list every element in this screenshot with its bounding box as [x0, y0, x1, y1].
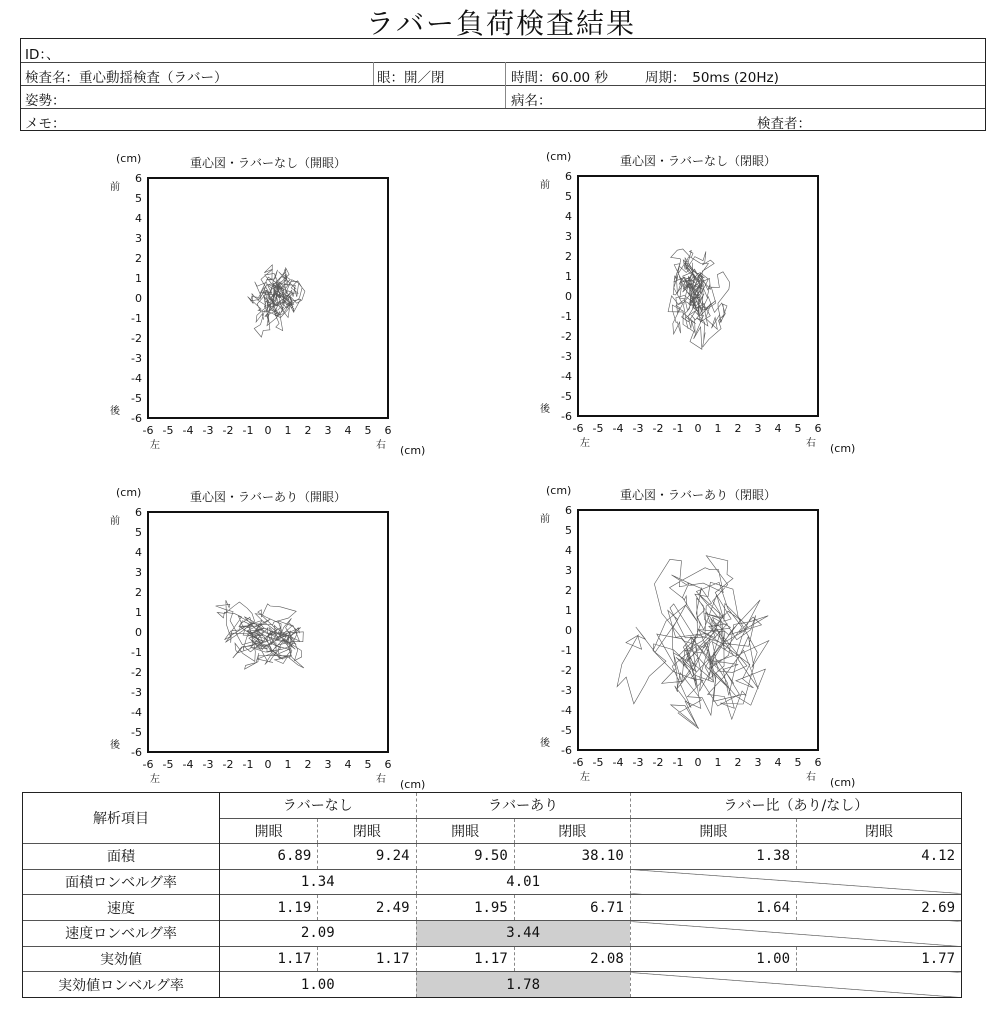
x-tick-label: -4	[182, 758, 194, 771]
y-unit-label: (cm)	[546, 484, 572, 497]
y-tick-label: -6	[131, 746, 142, 759]
x-tick-label: 4	[774, 756, 782, 769]
x-tick-label: -5	[162, 424, 174, 437]
y-tick-label: 5	[135, 526, 142, 539]
value-cell: 1.17	[318, 946, 416, 972]
x-tick-label: -2	[652, 422, 664, 435]
chart-eyes-open-no-rubber	[98, 148, 428, 460]
y-unit-label: (cm)	[546, 150, 572, 163]
memo-field: メモ：	[25, 116, 66, 132]
sub-header: 開眼	[220, 818, 318, 844]
row-label: 実効値ロンベルグ率	[23, 972, 220, 997]
time-field: 時間：60.00 秒	[511, 70, 608, 86]
y-tick-label: -5	[561, 390, 572, 403]
value-cell: 4.01	[416, 869, 630, 895]
y-tick-label: -2	[561, 330, 572, 343]
x-tick-label: 3	[754, 422, 762, 435]
value-cell: 1.95	[416, 895, 514, 921]
id-field: ID：、	[25, 47, 60, 63]
value-cell: 1.17	[220, 946, 318, 972]
y-tick-label: 6	[135, 172, 142, 185]
value-cell: 1.17	[416, 946, 514, 972]
x-unit-label: (cm)	[830, 442, 856, 455]
y-tick-label: 3	[135, 232, 142, 245]
plot-frame	[148, 512, 388, 752]
x-tick-label: -6	[572, 756, 584, 769]
sub-header: 開眼	[630, 818, 796, 844]
x-tick-label: 3	[754, 756, 762, 769]
info-box	[20, 38, 986, 131]
x-tick-label: -4	[612, 422, 624, 435]
table-row	[23, 844, 961, 870]
row-label: 面積	[23, 844, 220, 870]
x-left-label: 左	[580, 772, 590, 783]
x-tick-label: 6	[814, 422, 822, 435]
y-unit-label: (cm)	[116, 486, 142, 499]
sub-header: 閉眼	[514, 818, 630, 844]
x-tick-label: 0	[264, 758, 272, 771]
value-cell: 1.38	[630, 844, 796, 870]
value-cell: 6.89	[220, 844, 318, 870]
value-cell: 6.71	[514, 895, 630, 921]
x-tick-label: -6	[142, 424, 154, 437]
y-tick-label: 0	[135, 626, 142, 639]
x-tick-label: 5	[364, 424, 372, 437]
y-tick-label: -3	[131, 352, 142, 365]
y-bottom-label: 後	[540, 404, 550, 415]
x-tick-label: 3	[324, 758, 332, 771]
x-tick-label: 1	[714, 422, 722, 435]
y-tick-label: 1	[565, 604, 572, 617]
table-row	[23, 946, 961, 972]
y-tick-label: -6	[131, 412, 142, 425]
y-tick-label: 2	[135, 252, 142, 265]
y-tick-label: 5	[565, 524, 572, 537]
y-top-label: 前	[110, 516, 120, 527]
x-tick-label: -3	[632, 422, 644, 435]
x-tick-label: 5	[364, 758, 372, 771]
x-tick-label: 6	[384, 758, 392, 771]
x-tick-label: 5	[794, 422, 802, 435]
disease-field: 病名：	[511, 93, 552, 109]
value-cell: 9.24	[318, 844, 416, 870]
value-cell: 2.08	[514, 946, 630, 972]
y-tick-label: -4	[561, 704, 572, 717]
table-row	[23, 869, 961, 895]
x-tick-label: 1	[284, 424, 292, 437]
y-tick-label: 2	[565, 250, 572, 263]
row-label: 実効値	[23, 946, 220, 972]
x-right-label: 右	[376, 440, 386, 451]
y-tick-label: -2	[131, 666, 142, 679]
x-right-label: 右	[806, 438, 816, 449]
x-tick-label: 4	[774, 422, 782, 435]
y-tick-label: -1	[561, 644, 572, 657]
x-tick-label: -3	[202, 758, 214, 771]
y-tick-label: 6	[135, 506, 142, 519]
x-left-label: 左	[580, 438, 590, 449]
value-cell: 1.78	[416, 972, 630, 997]
value-cell: 38.10	[514, 844, 630, 870]
y-tick-label: 5	[565, 190, 572, 203]
y-tick-label: -2	[131, 332, 142, 345]
chart-title: 重心図・ラバーあり（開眼）	[189, 490, 347, 504]
x-tick-label: -4	[182, 424, 194, 437]
x-tick-label: 2	[304, 758, 312, 771]
results-table	[22, 792, 962, 998]
x-tick-label: 0	[694, 422, 702, 435]
x-tick-label: -6	[572, 422, 584, 435]
x-tick-label: -6	[142, 758, 154, 771]
x-tick-label: -2	[222, 424, 234, 437]
x-tick-label: 4	[344, 758, 352, 771]
y-tick-label: -3	[561, 350, 572, 363]
x-tick-label: -5	[592, 756, 604, 769]
x-tick-label: 6	[814, 756, 822, 769]
x-tick-label: -3	[632, 756, 644, 769]
y-tick-label: 1	[135, 272, 142, 285]
sway-trace	[668, 249, 730, 349]
x-unit-label: (cm)	[400, 444, 426, 457]
x-tick-label: 2	[304, 424, 312, 437]
y-bottom-label: 後	[110, 406, 120, 417]
y-tick-label: 2	[135, 586, 142, 599]
y-tick-label: 3	[565, 230, 572, 243]
x-right-label: 右	[806, 772, 816, 783]
y-tick-label: 6	[565, 504, 572, 517]
y-bottom-label: 後	[110, 740, 120, 751]
y-tick-label: -4	[131, 706, 142, 719]
test-name-field: 検査名：重心動揺検査（ラバー）	[25, 70, 228, 86]
sway-trace	[248, 265, 305, 337]
y-tick-label: 1	[135, 606, 142, 619]
value-cell: 1.19	[220, 895, 318, 921]
table-row	[23, 895, 961, 921]
y-tick-label: 2	[565, 584, 572, 597]
x-right-label: 右	[376, 774, 386, 785]
chart-title: 重心図・ラバーあり（閉眼）	[619, 488, 777, 502]
y-top-label: 前	[540, 514, 550, 525]
x-tick-label: -2	[652, 756, 664, 769]
chart-eyes-closed-rubber	[528, 480, 858, 792]
row-label: 速度ロンベルグ率	[23, 921, 220, 947]
y-tick-label: 1	[565, 270, 572, 283]
value-cell: 3.44	[416, 921, 630, 947]
y-tick-label: -5	[131, 392, 142, 405]
table-row	[23, 921, 961, 947]
y-tick-label: -3	[561, 684, 572, 697]
value-cell: 1.00	[220, 972, 417, 997]
y-unit-label: (cm)	[116, 152, 142, 165]
period-field: 周期： 50ms (20Hz)	[645, 70, 779, 86]
y-tick-label: 4	[135, 212, 142, 225]
value-cell: 1.77	[797, 946, 961, 972]
x-tick-label: 1	[714, 756, 722, 769]
group-header: ラバー比（あり/なし）	[630, 793, 961, 818]
x-tick-label: 0	[694, 756, 702, 769]
x-left-label: 左	[150, 440, 160, 451]
x-tick-label: -5	[592, 422, 604, 435]
y-tick-label: -2	[561, 664, 572, 677]
value-cell: 1.00	[630, 946, 796, 972]
y-tick-label: -3	[131, 686, 142, 699]
sub-header: 閉眼	[797, 818, 961, 844]
value-cell: 9.50	[416, 844, 514, 870]
value-cell: 4.12	[797, 844, 961, 870]
x-tick-label: 0	[264, 424, 272, 437]
row-label: 面積ロンベルグ率	[23, 869, 220, 895]
sub-header: 閉眼	[318, 818, 416, 844]
chart-title: 重心図・ラバーなし（開眼）	[189, 156, 347, 170]
x-tick-label: -5	[162, 758, 174, 771]
x-tick-label: 2	[734, 422, 742, 435]
y-tick-label: -1	[131, 312, 142, 325]
x-tick-label: 2	[734, 756, 742, 769]
plot-frame	[578, 510, 818, 750]
x-tick-label: -2	[222, 758, 234, 771]
y-tick-label: -6	[561, 744, 572, 757]
chart-title: 重心図・ラバーなし（閉眼）	[619, 154, 777, 168]
y-bottom-label: 後	[540, 738, 550, 749]
examiner-field: 検査者：	[757, 116, 811, 132]
y-tick-label: 4	[135, 546, 142, 559]
x-tick-label: 5	[794, 756, 802, 769]
x-tick-label: -1	[672, 422, 684, 435]
x-tick-label: 1	[284, 758, 292, 771]
sway-trace	[216, 600, 304, 669]
y-tick-label: 0	[565, 290, 572, 303]
y-tick-label: -1	[131, 646, 142, 659]
sub-header: 開眼	[416, 818, 514, 844]
y-tick-label: -5	[561, 724, 572, 737]
x-unit-label: (cm)	[830, 776, 856, 789]
y-tick-label: -6	[561, 410, 572, 423]
y-tick-label: 0	[135, 292, 142, 305]
group-header: ラバーなし	[282, 798, 353, 815]
y-tick-label: -4	[131, 372, 142, 385]
chart-eyes-closed-no-rubber	[528, 146, 858, 458]
y-top-label: 前	[540, 180, 550, 191]
y-tick-label: 5	[135, 192, 142, 205]
y-tick-label: 3	[565, 564, 572, 577]
y-tick-label: -4	[561, 370, 572, 383]
y-tick-label: 4	[565, 544, 572, 557]
x-tick-label: -1	[242, 424, 254, 437]
header-analysis-item: 解析項目	[23, 793, 220, 844]
value-cell: 1.64	[630, 895, 796, 921]
value-cell: 2.09	[220, 921, 417, 947]
x-tick-label: 3	[324, 424, 332, 437]
page-title: ラバー負荷検査結果	[365, 7, 636, 40]
y-tick-label: 0	[565, 624, 572, 637]
chart-eyes-open-rubber	[98, 482, 428, 794]
y-tick-label: -1	[561, 310, 572, 323]
empty-cell	[630, 921, 961, 947]
x-unit-label: (cm)	[400, 778, 426, 791]
eyes-field: 眼：開／閉	[377, 70, 445, 86]
empty-cell	[630, 869, 961, 895]
table-row	[23, 972, 961, 997]
value-cell: 2.49	[318, 895, 416, 921]
empty-cell	[630, 972, 961, 997]
sway-trace	[617, 556, 769, 729]
row-label: 速度	[23, 895, 220, 921]
y-tick-label: 3	[135, 566, 142, 579]
group-header: ラバーあり	[416, 793, 630, 818]
y-tick-label: -5	[131, 726, 142, 739]
x-tick-label: 6	[384, 424, 392, 437]
value-cell: 1.34	[220, 869, 417, 895]
x-tick-label: -1	[242, 758, 254, 771]
x-tick-label: -4	[612, 756, 624, 769]
x-tick-label: -1	[672, 756, 684, 769]
posture-field: 姿勢：	[25, 93, 66, 109]
value-cell: 2.69	[797, 895, 961, 921]
x-tick-label: 4	[344, 424, 352, 437]
y-top-label: 前	[110, 182, 120, 193]
x-tick-label: -3	[202, 424, 214, 437]
x-left-label: 左	[150, 774, 160, 785]
y-tick-label: 4	[565, 210, 572, 223]
y-tick-label: 6	[565, 170, 572, 183]
